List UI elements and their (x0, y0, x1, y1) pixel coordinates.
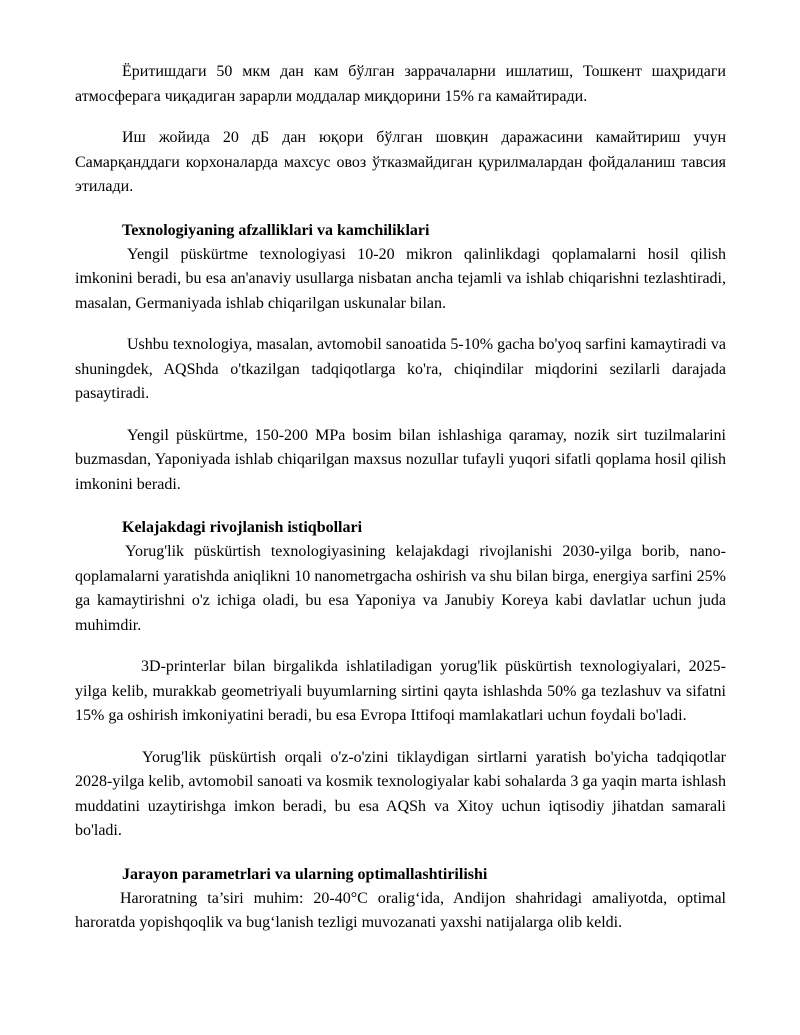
heading-advantages: Texnologiyaning afzalliklari va kamchiliklari (122, 221, 430, 239)
heading-future: Kelajakdagi rivojlanish istiqbollari (122, 519, 363, 536)
paragraph-light-spray: Yengil püskürtme texnologiyasi 10-20 mikron qalinlikdagi qoplamalarni hosil qilish imkonini beradi, bu esa an'anaviy usullarga nisbatan ancha tejamli va ishlab chiqarishni tezlashtiradi, masalan, Germaniyada ishlab chiqarilgan uskunalar bilan. (75, 245, 726, 312)
paragraph-noise: Иш жойида 20 дБ дан юқори бўлган шовқин даражасини камайтириш учун Самарқанддаги корхоналарда махсус овоз ўтказмайдиган қурилмалардан фойдаланиш тавсия этилади. (75, 129, 726, 195)
paragraph-nano-coatings: Yorug'lik püskürtish texnologiyasining kelajakdagi rivojlanishi 2030-yilga borib, nano-qoplamalarni yaratishda aniqlikni 10 nanometrgacha oshirish va shu bilan birga, energiya sarfini 25% ga kamaytirishni o'z ichiga oladi, bu esa Yaponiya va Janubiy Koreya kabi davlatlar uchun juda muhimdir. (75, 543, 726, 634)
paragraph-3d-printers: 3D-printerlar bilan birgalikda ishlatiladigan yorug'lik püskürtish texnologiyalari, 2025-yilga kelib, murakkab geometriyali buyumlarning sirtini qayta ishlashda 50% ga tezlashuv va sifatni 15% ga oshirish imkoniyatini beradi, bu esa Evropa Ittifoqi mamlakatlari uchun foydali bo'ladi. (75, 658, 726, 724)
paragraph-emissions: Ёритишдаги 50 мкм дан кам бўлган заррачаларни ишлатиш, Тошкент шаҳридаги атмосферага чиқадиган зарарли моддалар миқдорини 15% га камайтиради. (75, 63, 726, 105)
heading-process-parameters: Jarayon parametrlari va ularning optimallashtirilishi (122, 865, 488, 883)
paragraph-self-healing: Yorug'lik püskürtish orqali o'z-o'zini tiklaydigan sirtlarni yaratish bo'yicha tadqiqotlar 2028-yilga kelib, avtomobil sanoati va kosmik texnologiyalar kabi sohalarda 3 ga yaqin marta ishlash muddatini uzaytirishga imkon beradi, bu esa AQSh va Xitoy uchun iqtisodiy jihatdan samarali bo'ladi. (75, 748, 726, 839)
paragraph-temperature: Haroratning ta’siri muhim: 20-40°C oralig‘ida, Andijon shahridagi amaliyotda, optimal haroratda yopishqoqlik va bug‘lanish tezligi muvozanati yaxshi natijalarga olib keldi. (75, 889, 726, 931)
paragraph-pressure: Yengil püskürtme, 150-200 MPa bosim bilan ishlashiga qaramay, nozik sirt tuzilmalarini buzmasdan, Yaponiyada ishlab chiqarilgan maxsus nozullar tufayli yuqori sifatli qoplama hosil qilish imkonini beradi. (75, 426, 726, 493)
document-page (75, 60, 726, 936)
paragraph-paint-saving: Ushbu texnologiya, masalan, avtomobil sanoatida 5-10% gacha bo'yoq sarfini kamaytiradi va shuningdek, AQShda o'tkazilgan tadqiqotlarga ko'ra, chiqindilar miqdorini sezilarli darajada pasaytiradi. (75, 336, 726, 402)
